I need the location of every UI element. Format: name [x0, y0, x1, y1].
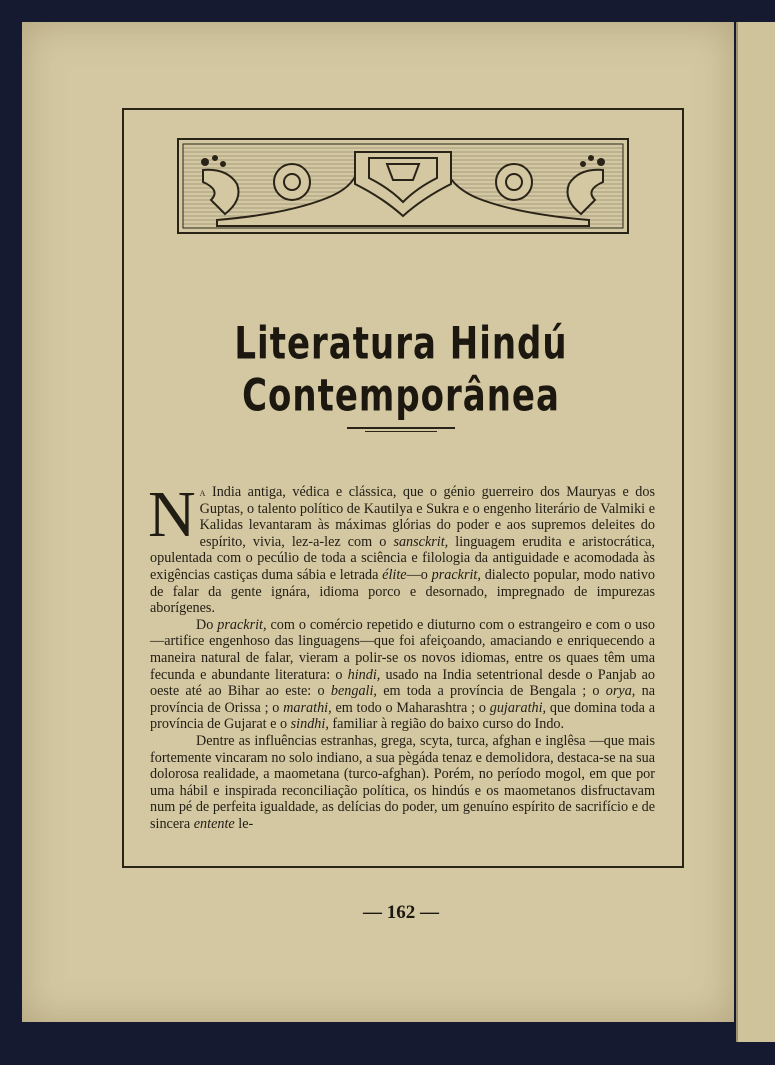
paragraph-1: Na India antiga, védica e clássica, que o génio guerreiro dos Mauryas e dos Guptas, o talento político de Kautilya e Sukra e o engenho literário de Valmiki e Kalidas levantaram às máximas glórias do poder e aos supremos deleites do espírito, vivia, lez-a-lez com o sansckrit, linguagem erudita e aristocrática, opulentada com o pecúlio de toda a sciência e filologia da antiguidade e acomodada às exigências castiças duma sábia e letrada élite—o prackrit, dialecto popular, modo nativo de falar da gente ignára, idioma porco e desornado, impregnado de impurezas aborígenes.: [148, 478, 656, 617]
paragraph-2: Do prackrit, com o comércio repetido e diuturno com o estrangeiro e com o uso—artifice engenhoso das linguagens—que foi afeiçoando, amaciando e enriquecendo a maneira natural de falar, vieram a polir-se os novos idiomas, entre os quaes têm uma fecunda e abundante literatura: o hindi, usado na India setentrional desde o Panjab ao oeste até ao Bihar ao este: o bengali, em toda a província de Bengala ; o orya, na província de Orissa ; o marathi, em todo o Maharashtra ; o gujarathi, que domina toda a província de Gujarat e o sindhi, familiar à região do baixo curso do Indo.: [150, 616, 656, 733]
paragraph-3: Dentre as influências estranhas, grega, scyta, turca, afghan e inglêsa —que mais fortemente vincaram no solo indiano, a sua pègáda tenaz e demolidora, destaca-se na sua dolorosa realidade, a maometana (turco-afghan). Porém, no período mogol, em que por uma hábil e inspirada reconciliação política, os hindús e os maometanos disfructavam num pé de perfeita igualdade, as delícias do poder, um genuíno espírito de sacrifício e de sincera entente le-: [150, 732, 655, 832]
adjacent-page-edge: [736, 22, 775, 1042]
title-rule-short: [365, 431, 437, 432]
page-number: — 162 —: [363, 902, 439, 923]
lead-word: a: [199, 485, 206, 499]
page-title: Literatura Hindú Contemporânea: [234, 318, 568, 422]
title-rule: [347, 427, 455, 429]
drop-cap: N: [148, 478, 196, 551]
article-body: [148, 478, 656, 832]
ornament-header: [177, 138, 629, 234]
